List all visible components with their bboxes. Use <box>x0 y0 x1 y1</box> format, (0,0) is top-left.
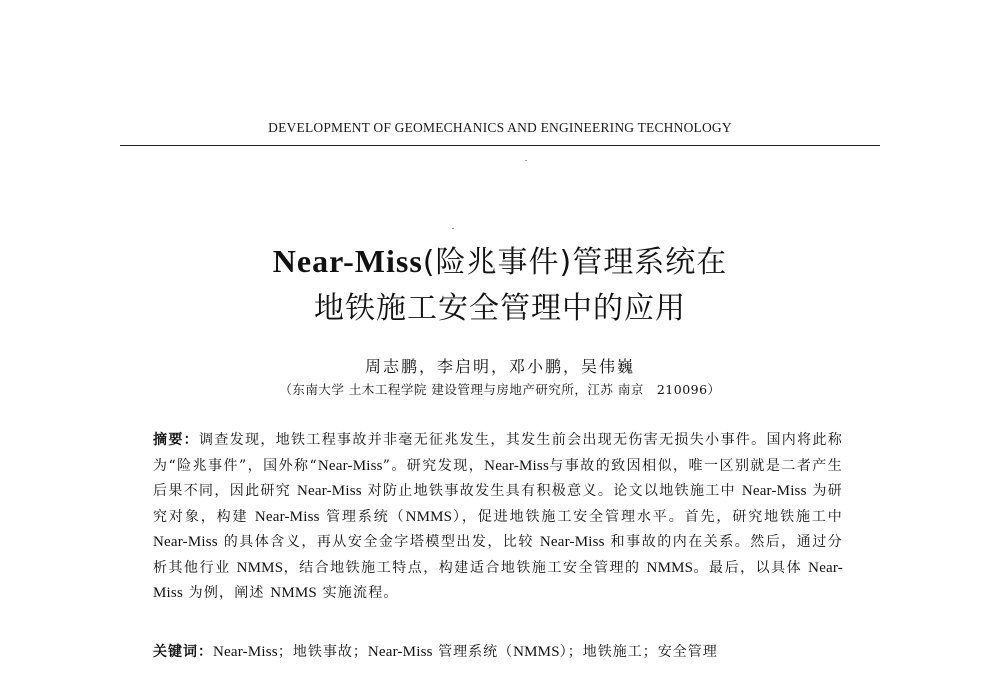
keyword-text: ；地铁事故； <box>277 644 368 660</box>
title-english-term: Near-Miss <box>272 243 423 279</box>
author-affiliation: （东南大学 土木工程学院 建设管理与房地产研究所，江苏 南京 210096） <box>279 382 721 397</box>
scan-speck <box>525 160 527 161</box>
abstract-term: NMMS <box>646 559 694 576</box>
title-line-2: 地铁施工安全管理中的应用 <box>314 291 686 326</box>
abstract-term: Near-Miss <box>153 559 843 601</box>
keyword-term: NMMS <box>513 644 560 660</box>
keyword-term: Near-Miss <box>367 644 433 660</box>
abstract-term: Near-Miss <box>484 457 549 474</box>
abstract-text: ），促进地铁施工安全管理水平。首先，研究地铁施工中 <box>452 508 843 525</box>
abstract-text: 管理系统（ <box>319 508 406 525</box>
abstract-text: 和事故的内在关系。然后，通过分析其他行业 <box>153 534 843 576</box>
journal-header: DEVELOPMENT OF GEOMECHANICS AND ENGINEERING TECHNOLOGY <box>268 120 732 135</box>
abstract-term: NMMS <box>236 559 284 576</box>
abstract-term: NMMS <box>405 508 453 525</box>
abstract-text: 调查发现，地铁工程事故并非毫无征兆发生，其发生前会出现无伤害无损失小事件。国内将此称为“险兆事件”，国外称“ <box>153 432 843 474</box>
abstract-text: 对防止地铁事故发生具有积极意义。论文以地铁施工中 <box>361 483 742 499</box>
abstract-term: Near-Miss <box>296 483 362 499</box>
abstract <box>153 428 843 607</box>
keyword-term: Near-Miss <box>213 644 278 660</box>
title-line-1-chinese: (险兆事件)管理系统在 <box>422 245 728 280</box>
abstract-text: 为研究对象，构建 <box>153 483 843 525</box>
abstract-text: 实施流程。 <box>316 585 399 601</box>
abstract-label: 摘要： <box>153 432 200 448</box>
keyword-text: ）；地铁施工；安全管理 <box>559 644 718 660</box>
abstract-term: Near-Miss <box>254 508 320 525</box>
header-rule <box>120 145 880 146</box>
keywords-label: 关键词： <box>153 644 213 660</box>
abstract-text: ，结合地铁施工特点，构建适合地铁施工安全管理的 <box>283 559 647 576</box>
abstract-text: 。最后，以具体 <box>693 559 809 576</box>
paper-title <box>100 238 900 332</box>
abstract-text: 的具体含义，再从安全金字塔模型出发，比较 <box>217 534 540 550</box>
abstract-term: Near-Miss <box>153 534 218 550</box>
keywords <box>153 640 843 666</box>
keyword-text: 管理系统（ <box>432 644 514 660</box>
abstract-text: ”。研究发现， <box>382 457 485 474</box>
title-line-1 <box>100 238 900 286</box>
author-list: 周志鹏，李启明，邓小鹏，吴伟巍 <box>364 357 635 376</box>
abstract-term: Near-Miss <box>539 534 605 550</box>
abstract-term: Near-Miss <box>741 483 807 499</box>
abstract-term: Near-Miss <box>317 457 383 474</box>
abstract-term: NMMS <box>270 585 317 601</box>
abstract-text: 与事故的致因相似，唯一区别就是二者产生后果不同，因此研究 <box>153 457 843 499</box>
abstract-text: 为例，阐述 <box>182 585 271 601</box>
scan-speck <box>452 228 454 229</box>
